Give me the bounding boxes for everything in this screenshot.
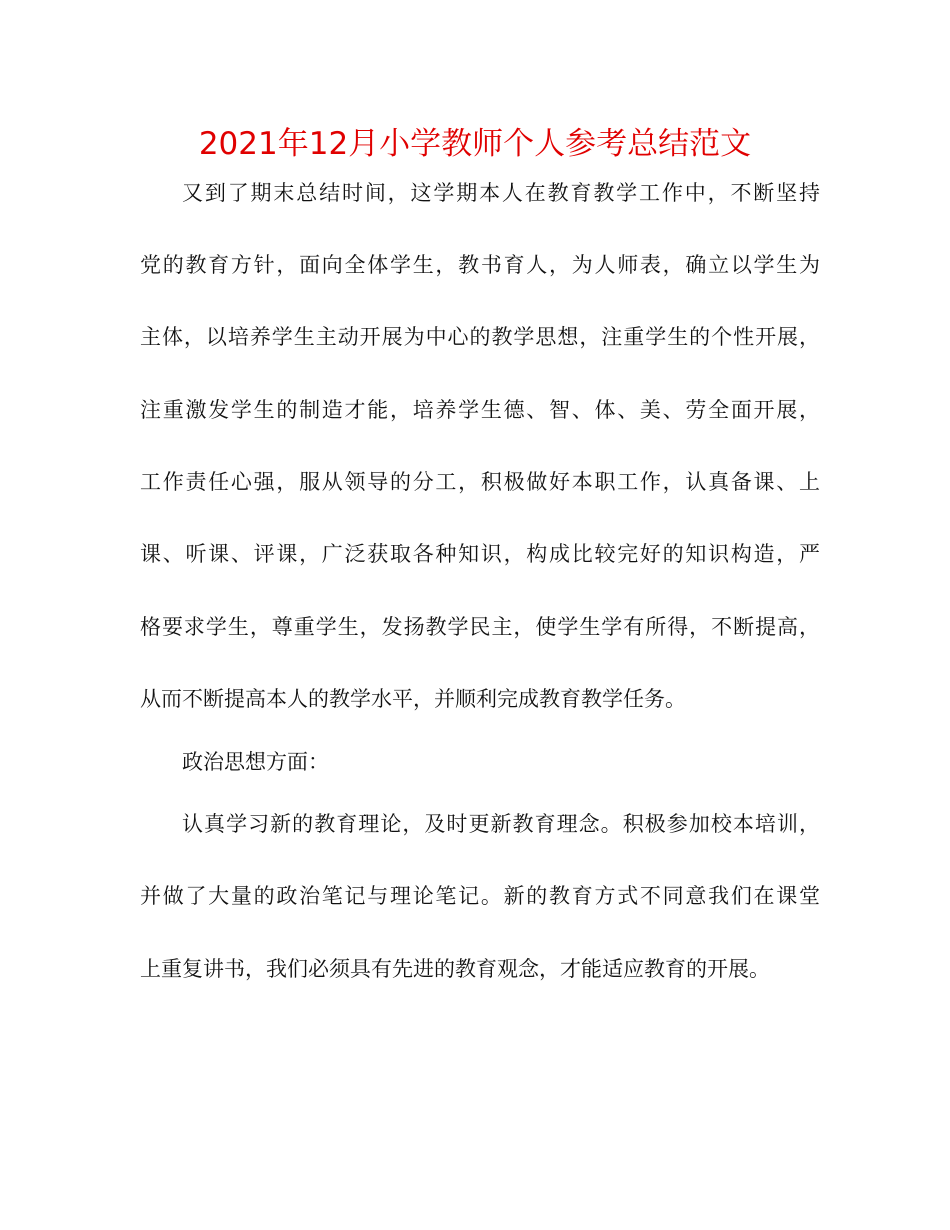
paragraph-line: 上重复讲书，我们必须具有先进的教育观念，才能适应教育的开展。: [140, 957, 770, 981]
paragraph-line: 党的教育方针，面向全体学生，教书育人，为人师表，确立以学生为: [140, 253, 820, 277]
paragraph-line: 认真学习新的教育理论，及时更新教育理念。积极参加校本培训，: [182, 812, 820, 836]
paragraph-line: 工作责任心强，服从领导的分工，积极做好本职工作，认真备课、上: [140, 470, 820, 494]
paragraph-line: 格要求学生，尊重学生，发扬教学民主，使学生学有所得，不断提高，: [140, 615, 820, 639]
paragraph-line: 又到了期末总结时间，这学期本人在教育教学工作中，不断坚持: [182, 181, 820, 205]
section-heading: 政治思想方面：: [182, 750, 329, 774]
document-title: 2021年12月小学教师个人参考总结范文: [198, 126, 752, 162]
paragraph-line: 从而不断提高本人的教学水平，并顺利完成教育教学任务。: [140, 687, 686, 711]
paragraph-line: 注重激发学生的制造才能，培养学生德、智、体、美、劳全面开展，: [140, 398, 820, 422]
paragraph-line: 主体，以培养学生主动开展为中心的教学思想，注重学生的个性开展，: [140, 325, 820, 349]
paragraph-line: 并做了大量的政治笔记与理论笔记。新的教育方式不同意我们在课堂: [140, 884, 820, 908]
paragraph-line: 课、听课、评课，广泛获取各种知识，构成比较完好的知识构造，严: [140, 542, 820, 566]
